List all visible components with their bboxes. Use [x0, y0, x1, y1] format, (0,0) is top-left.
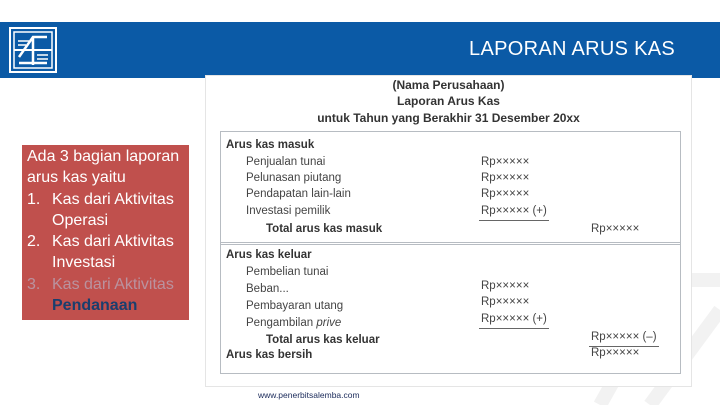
- bullet-list: [27, 146, 207, 316]
- cash-out-total-label: Total arus kas keluar: [266, 334, 380, 346]
- report-name: Laporan Arus Kas: [397, 94, 500, 108]
- cash-out-item-italic: prive: [316, 317, 342, 329]
- bullet-intro: Ada 3 bagian laporan arus kas yaitu: [27, 148, 180, 187]
- cash-in-item: Investasi pemilik: [246, 205, 331, 217]
- bullet-number: 1.: [27, 190, 41, 208]
- subtotal-line: [479, 220, 549, 221]
- bullet-item: [27, 274, 207, 317]
- cash-out-title: Arus kas keluar: [226, 249, 312, 261]
- cash-in-amount: Rp×××××: [481, 156, 530, 168]
- cash-in-total-label: Total arus kas masuk: [266, 223, 383, 235]
- cash-in-amount: Rp××××× (+): [481, 205, 547, 217]
- bullet-text: Kas dari Aktivitas: [52, 275, 174, 293]
- cash-out-item-label: Pengambilan: [246, 317, 314, 329]
- slide-title: LAPORAN ARUS KAS: [469, 38, 675, 60]
- cash-out-amount: Rp××××× (+): [481, 313, 547, 325]
- cash-flow-report-image: [205, 75, 692, 387]
- cash-in-item: Pelunasan piutang: [246, 172, 342, 184]
- net-cash-amount: Rp×××××: [591, 347, 640, 359]
- cash-out-total-amount: Rp××××× (–): [591, 331, 657, 343]
- bullet-number: 2.: [27, 233, 41, 251]
- bullet-text: Kas dari Aktivitas Operasi: [52, 190, 174, 229]
- net-cash-label: Arus kas bersih: [226, 349, 313, 361]
- publisher-logo-icon: [9, 27, 57, 73]
- cash-in-amount: Rp×××××: [481, 172, 530, 184]
- cash-in-amount: Rp×××××: [481, 188, 530, 200]
- cash-out-item: [246, 317, 341, 329]
- cash-in-title: Arus kas masuk: [226, 139, 315, 151]
- source-credit: www.penerbitsalemba.com: [258, 390, 360, 400]
- report-period: untuk Tahun yang Berakhir 31 Desember 20xx: [317, 111, 580, 125]
- bullet-item: [27, 189, 207, 232]
- bullet-item: [27, 231, 207, 274]
- bullet-number: 3.: [27, 275, 41, 293]
- subtotal-line: [479, 328, 549, 329]
- bullet-text: Kas dari Aktivitas Investasi: [52, 233, 174, 272]
- bullet-text-overflow: Pendanaan: [52, 297, 138, 315]
- report-company: (Nama Perusahaan): [392, 78, 505, 92]
- cash-out-item: Pembayaran utang: [246, 300, 344, 312]
- cash-out-amount: Rp×××××: [481, 296, 530, 308]
- cash-out-item: Pembelian tunai: [246, 266, 329, 278]
- cash-out-item: Beban...: [246, 283, 289, 295]
- cash-in-item: Penjualan tunai: [246, 156, 326, 168]
- cash-in-item: Pendapatan lain-lain: [246, 188, 351, 200]
- cash-out-amount: Rp×××××: [481, 280, 530, 292]
- cash-in-total-amount: Rp×××××: [591, 223, 640, 235]
